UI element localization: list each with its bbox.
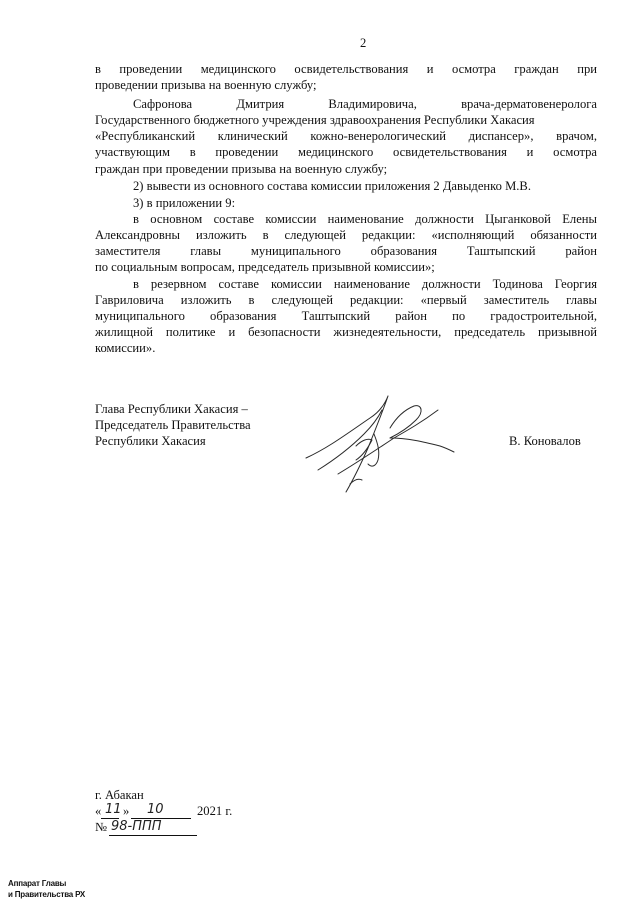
- signatory-name: В. Коновалов: [509, 434, 581, 448]
- date-close-quote: »: [123, 804, 130, 818]
- text-line: в резервном составе комиссии наименование должности Тодинова Георгия: [133, 277, 597, 291]
- text-line: муниципального образования Таштыпский район по градостроительной,: [95, 309, 597, 323]
- date-open-quote: «: [95, 804, 102, 818]
- text-line: Гавриловича изложить в следующей редакции: «первый заместитель главы: [95, 293, 597, 307]
- date-day: 11: [105, 802, 122, 817]
- text-line: 3) в приложении 9:: [133, 196, 236, 210]
- date-month: 10: [147, 802, 164, 817]
- signatory-title-line: Республики Хакасия: [95, 434, 206, 448]
- text-line: заместителя главы муниципального образования Таштыпский район: [95, 244, 597, 258]
- text-line: в основном составе комиссии наименование должности Цыганковой Елены: [133, 212, 597, 226]
- text-line: Государственного бюджетного учреждения здравоохранения Республики Хакасия: [95, 113, 535, 127]
- text-line: граждан при проведении призыва на военную службу;: [95, 162, 388, 176]
- text-line: в проведении медицинского освидетельствования и осмотра граждан при: [95, 62, 597, 76]
- office-stamp-line: и Правительства РХ: [8, 890, 86, 899]
- signatory-title-line: Председатель Правительства: [95, 418, 251, 432]
- text-line: Александровны изложить в следующей редакции: «исполняющий обязанности: [95, 228, 597, 242]
- text-line: Сафронова Дмитрия Владимировича, врача-дерматовенеролога: [133, 97, 597, 111]
- text-line: комиссии».: [95, 341, 156, 355]
- signatory-title-line: Глава Республики Хакасия –: [95, 402, 248, 416]
- text-line: по социальным вопросам, председатель призывной комиссии»;: [95, 260, 435, 274]
- text-line: участвующим в проведении медицинского освидетельствования и осмотра: [95, 145, 597, 159]
- city: г. Абакан: [95, 788, 144, 802]
- number-line: [95, 820, 205, 838]
- text-line: «Республиканский клинический кожно-венерологический диспансер», врачом,: [95, 129, 597, 143]
- text-line: проведении призыва на военную службу;: [95, 78, 317, 92]
- text-line: жилищной политике и безопасности жизнедеятельности, председатель призывной: [95, 325, 597, 339]
- date-line: [95, 804, 245, 820]
- office-stamp-line: Аппарат Главы: [8, 879, 67, 888]
- number-underline: [109, 835, 197, 836]
- number-label: №: [95, 820, 108, 834]
- handwritten-signature: [298, 388, 468, 500]
- text-line: 2) вывести из основного состава комиссии приложения 2 Давыденко М.В.: [133, 179, 531, 193]
- page-number: 2: [360, 36, 367, 50]
- date-year: 2021 г.: [197, 804, 233, 818]
- number-value: 98-ППП: [111, 819, 162, 834]
